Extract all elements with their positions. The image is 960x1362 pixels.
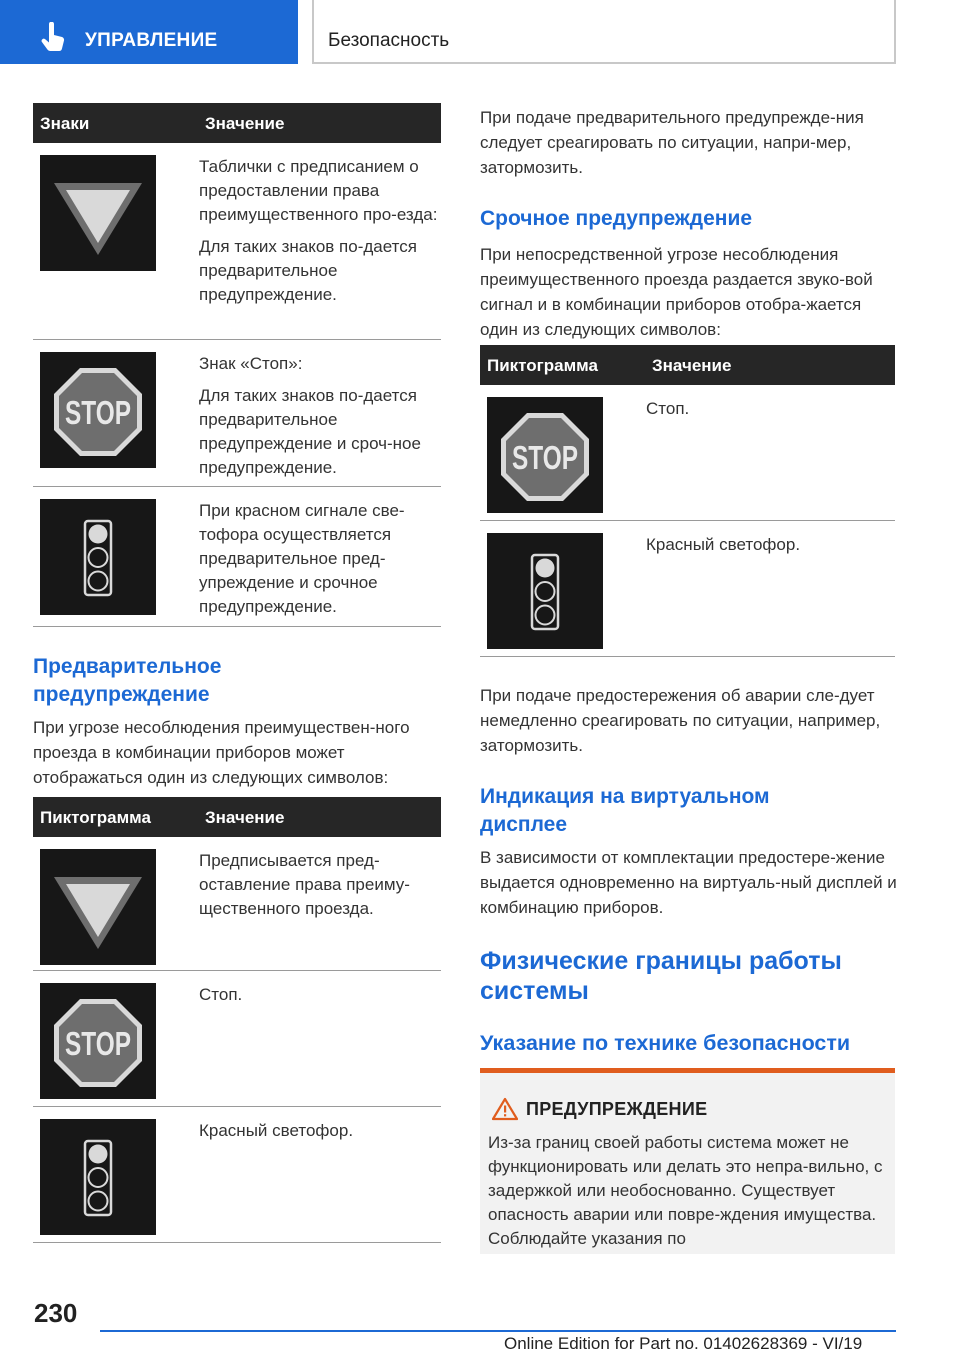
stop-sign-icon [487, 397, 603, 513]
section-tab[interactable] [0, 0, 298, 64]
table-row [480, 521, 895, 657]
table-row [33, 971, 441, 1107]
urgent-intro: При непосредственной угрозе несоблюдения преимущественного проезда раздается звуко-вой сигнал и в комбинации приборов отобра-жается один из следующих символов: [480, 245, 873, 339]
urgent-heading: Срочное предупреждение [480, 207, 753, 230]
row-meaning: Стоп. [646, 399, 690, 418]
column-header-pictogram: Пиктограмма [40, 808, 151, 827]
warning-title: ПРЕДУПРЕЖДЕНИЕ [526, 1099, 708, 1119]
footer-divider [100, 1330, 896, 1332]
meaning-note: Для таких знаков по-дается предварительное предупреждение и сроч-ное предупреждение. [199, 386, 421, 477]
heading-line: Предварительное [33, 655, 222, 678]
meaning-text: При красном сигнале све-тофора осуществляется предварительное пред-упреждение и срочное предупреждение. [199, 501, 405, 616]
page-number: 230 [34, 1298, 78, 1328]
section-label: УПРАВЛЕНИЕ [85, 30, 218, 51]
edition-text: Online Edition for Part no. 01402628369 - VI/19 [504, 1334, 863, 1353]
page-label: Безопасность [328, 30, 450, 51]
heading-line: Индикация на виртуальном [480, 785, 770, 808]
table-row [480, 385, 895, 521]
stop-sign-icon [40, 352, 156, 468]
meaning-text: Таблички с предписанием о предоставлении права преимущественного про-езда: [199, 157, 438, 224]
prewarning-reaction-text: При подаче предварительного предупрежде-ния следует среагировать по ситуации, напри-мер, затормозить. [480, 108, 864, 177]
yield-sign-icon [40, 849, 156, 965]
row-meaning [199, 155, 441, 307]
table-header [33, 103, 441, 143]
virtual-display-heading [480, 783, 900, 839]
heading-line: предупреждение [33, 683, 210, 706]
prewarning-intro: При угрозе несоблюдения преимуществен-ного проезда в комбинации приборов может отображаться один из следующих символов: [33, 718, 410, 787]
traffic-light-icon [40, 499, 156, 615]
table-row [33, 143, 441, 340]
heading-line: Физические границы работы [480, 947, 842, 975]
column-header-meaning: Значение [652, 356, 732, 375]
table-row [33, 1107, 441, 1243]
heading-line: системы [480, 977, 589, 1005]
page-section-box [312, 0, 896, 64]
traffic-light-icon [40, 1119, 156, 1235]
heading-line: дисплее [480, 813, 568, 836]
table-row [33, 340, 441, 487]
column-header-pictogram: Пиктограмма [487, 356, 598, 375]
page-header [0, 0, 960, 66]
yield-sign-icon [40, 155, 156, 271]
prewarning-heading [33, 653, 443, 709]
warning-text: Из-за границ своей работы система может не функционировать или делать это непра-вильно, с задержкой или необоснованно. Существует опасность аварии или повре-ждения имущества. Соблюдайте указания по [488, 1133, 883, 1248]
row-meaning: Предписывается пред-оставление права преиму-щественного проезда. [199, 851, 410, 918]
traffic-light-icon [487, 533, 603, 649]
urgent-reaction-text: При подаче предостережения об аварии сле-дует немедленно среагировать по ситуации, например, затормозить. [480, 686, 881, 755]
signs-table [33, 103, 441, 627]
row-meaning: Красный светофор. [646, 535, 801, 554]
meaning-note: Для таких знаков по-дается предварительное предупреждение. [199, 237, 417, 304]
warning-triangle-icon [492, 1097, 518, 1121]
table-header [480, 345, 895, 385]
column-header-meaning: Значение [205, 808, 285, 827]
row-meaning: Красный светофор. [199, 1121, 354, 1140]
column-header-meaning: Значение [205, 114, 285, 133]
hand-pointer-icon [40, 22, 66, 52]
row-meaning [199, 352, 441, 480]
urgent-table [480, 345, 895, 657]
table-row [33, 837, 441, 971]
table-header [33, 797, 441, 837]
stop-sign-icon [40, 983, 156, 1099]
safety-heading: Указание по технике безопасности [480, 1031, 851, 1055]
table-row [33, 487, 441, 627]
prewarning-table [33, 797, 441, 1243]
row-meaning: Стоп. [199, 985, 243, 1004]
warning-box [480, 1068, 895, 1254]
virtual-display-text: В зависимости от комплектации предостере-жение выдается одновременно на виртуаль-ный дисплей и комбинацию приборов. [480, 848, 897, 917]
column-header-signs: Знаки [40, 114, 90, 133]
row-meaning [199, 499, 441, 619]
system-limits-heading [480, 946, 900, 1006]
meaning-text: Знак «Стоп»: [199, 354, 303, 373]
